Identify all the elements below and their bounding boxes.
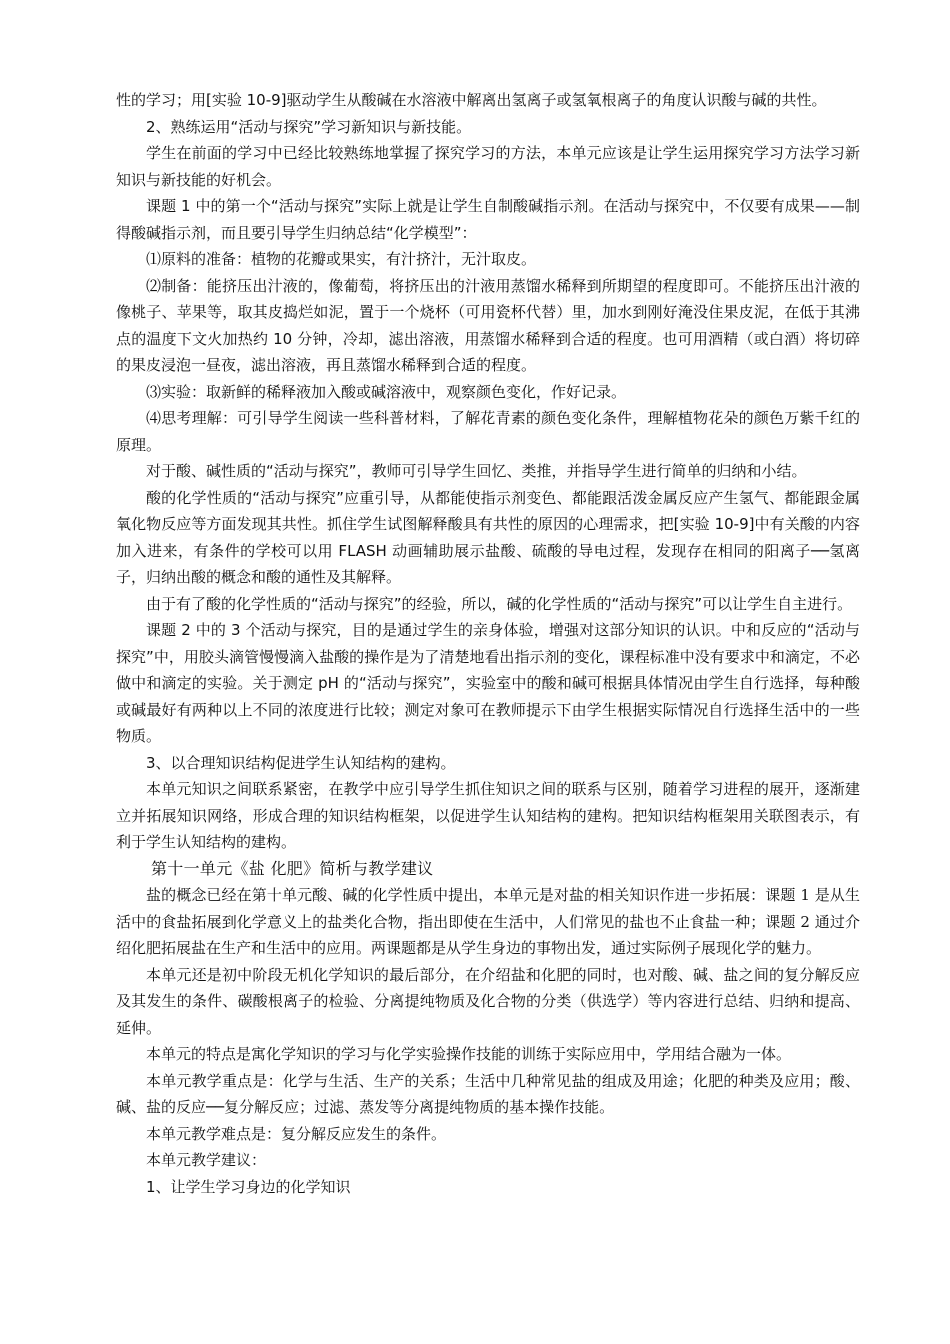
unit-title: 第十一单元《盐 化肥》简析与教学建议 bbox=[151, 858, 434, 878]
paragraph: 学生在前面的学习中已经比较熟练地掌握了探究学习的方法，本单元应该是让学生运用探究学习方法学习新知识与新技能的好机会。 bbox=[116, 144, 860, 189]
paragraph: 由于有了酸的化学性质的“活动与探究”的经验，所以，碱的化学性质的“活动与探究”可以让学生自主进行。 bbox=[146, 594, 853, 613]
paragraph: 盐的概念已经在第十单元酸、碱的化学性质中提出，本单元是对盐的相关知识作进一步拓展：课题 1 是从生活中的食盐拓展到化学意义上的盐类化合物，指出即使在生活中，人们常见的盐也不止食盐一种；课题 2 通过介绍化肥拓展盐在生产和生活中的应用。两课题都是从学生身边的事物出发，通过实际例子展现化学的魅力。 bbox=[116, 886, 860, 957]
paragraph: 本单元的特点是寓化学知识的学习与化学实验操作技能的训练于实际应用中，学用结合融为一体。 bbox=[146, 1045, 792, 1063]
list-item-1: ⑴原料的准备：植物的花瓣或果实，有汁挤汁，无汁取皮。 bbox=[146, 250, 537, 268]
paragraph: 对于酸、碱性质的“活动与探究”，教师可引导学生回忆、类推，并指导学生进行简单的归纳和小结。 bbox=[146, 462, 807, 480]
paragraph: 本单元教学建议： bbox=[146, 1151, 267, 1169]
document-body bbox=[116, 87, 860, 1200]
paragraph: 本单元还是初中阶段无机化学知识的最后部分，在介绍盐和化肥的同时，也对酸、碱、盐之间的复分解反应及其发生的条件、碳酸根离子的检验、分离提纯物质及化合物的分类（供选学）等内容进行总结、归纳和提高、延伸。 bbox=[116, 965, 860, 1037]
list-item-4: ⑷思考理解：可引导学生阅读一些科普材料，了解花青素的颜色变化条件，理解植物花朵的颜色万紫千红的原理。 bbox=[116, 409, 860, 454]
section-heading-3: 3、以合理知识结构促进学生认知结构的建构。 bbox=[146, 753, 456, 772]
list-item-3: ⑶实验：取新鲜的稀释液加入酸或碱溶液中，观察颜色变化，作好记录。 bbox=[146, 382, 627, 401]
paragraph: 课题 1 中的第一个“活动与探究”实际上就是让学生自制酸碱指示剂。在活动与探究中，不仅要有成果——制得酸碱指示剂，而且要引导学生归纳总结“化学模型”： bbox=[116, 197, 860, 242]
paragraph: 课题 2 中的 3 个活动与探究，目的是通过学生的亲身体验，增强对这部分知识的认识。中和反应的“活动与探究”中，用胶头滴管慢慢滴入盐酸的操作是为了清楚地看出指示剂的变化，课程标准中没有要求中和滴定，不必做中和滴定的实验。关于测定 pH 的“活动与探究”，实验室中的酸和碱可根据具体情况由学生自行选择，每种酸或碱最好有两种以上不同的浓度进行比较；测定对象可在教师提示下由学生根据实际情况自行选择生活中的一些物质。 bbox=[116, 621, 860, 745]
section-heading-1: 1、让学生学习身边的化学知识 bbox=[146, 1177, 351, 1196]
paragraph: 本单元知识之间联系紧密，在教学中应引导学生抓住知识之间的联系与区别，随着学习进程的展开，逐渐建立并拓展知识网络，形成合理的知识结构框架，以促进学生认知结构的建构。把知识结构框架用关联图表示，有利于学生认知结构的建构。 bbox=[116, 780, 860, 851]
section-heading-2: 2、熟练运用“活动与探究”学习新知识与新技能。 bbox=[146, 117, 472, 136]
paragraph: 本单元教学重点是：化学与生活、生产的关系；生活中几种常见盐的组成及用途；化肥的种类及应用；酸、碱、盐的反应──复分解反应；过滤、蒸发等分离提纯物质的基本操作技能。 bbox=[116, 1071, 860, 1116]
paragraph: 本单元教学难点是：复分解反应发生的条件。 bbox=[146, 1124, 447, 1143]
paragraph-continuation: 性的学习；用[实验 10-9]驱动学生从酸碱在水溶液中解离出氢离子或氢氧根离子的角度认识酸与碱的共性。 bbox=[116, 91, 827, 109]
list-item-2: ⑵制备：能挤压出汁液的，像葡萄，将挤压出的汁液用蒸馏水稀释到所期望的程度即可。不能挤压出汁液的像桃子、苹果等，取其皮捣烂如泥，置于一个烧杯（可用瓷杯代替）里，加水到刚好淹没住果皮泥，在低于其沸点的温度下文火加热约 10 分钟，冷却，滤出溶液，用蒸馏水稀释到合适的程度。也可用酒精（或白酒）将切碎的果皮浸泡一昼夜，滤出溶液，再且蒸馏水稀释到合适的程度。 bbox=[116, 276, 860, 374]
paragraph: 酸的化学性质的“活动与探究”应重引导，从都能使指示剂变色、都能跟活泼金属反应产生氢气、都能跟金属氧化物反应等方面发现其共性。抓住学生试图解释酸具有共性的原因的心理需求，把[实验 10-9]中有关酸的内容加入进来，有条件的学校可以用 FLASH 动画辅助展示盐酸、硫酸的导电过程，发现存在相同的阳离子──氢离子，归纳出酸的概念和酸的通性及其解释。 bbox=[116, 488, 860, 586]
